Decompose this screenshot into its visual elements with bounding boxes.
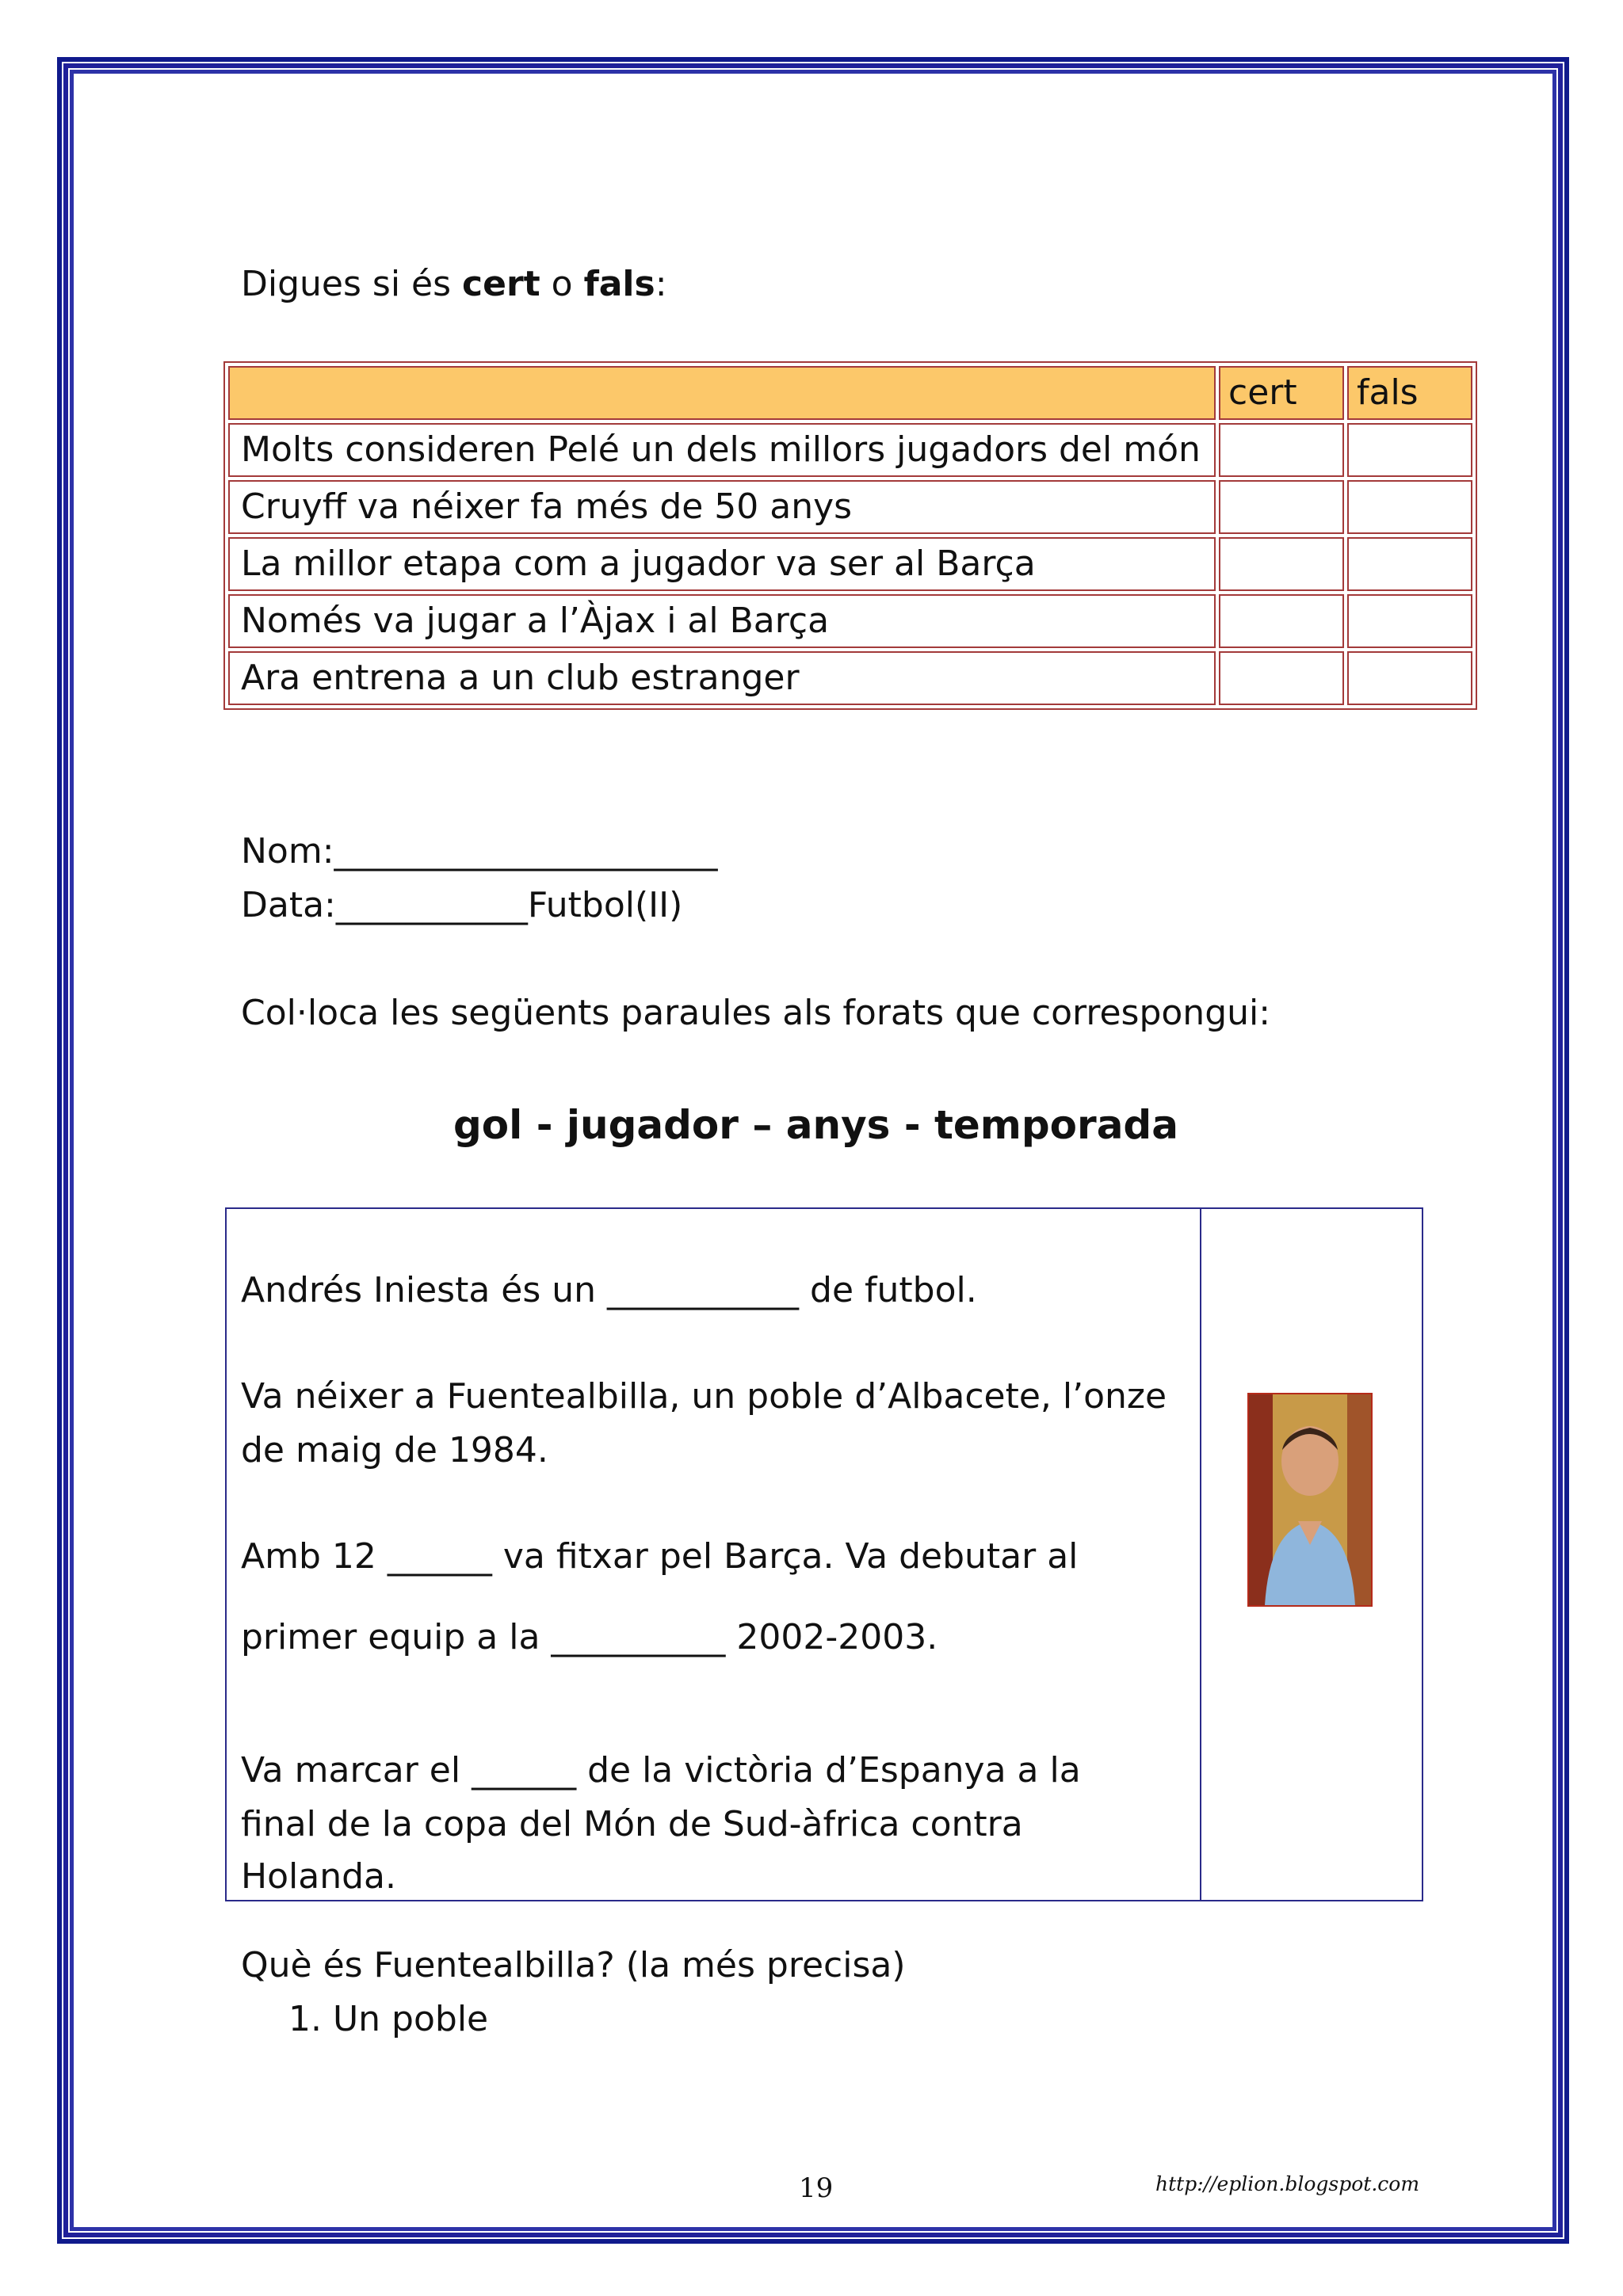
statement-cell: Molts consideren Pelé un dels millors jugadors del món <box>228 423 1216 477</box>
table-row <box>228 480 1472 534</box>
option-1[interactable]: 1. Un poble <box>288 1999 489 2039</box>
page-number: 19 <box>799 2172 834 2204</box>
cert-checkbox[interactable] <box>1219 423 1344 477</box>
fill-line: Holanda. <box>241 1856 396 1897</box>
tf-instruction-suffix: : <box>655 264 667 304</box>
fill-line: de maig de 1984. <box>241 1430 548 1470</box>
question-text: Què és Fuentealbilla? (la més precisa) <box>241 1945 906 1985</box>
tf-instruction-mid: o <box>540 264 584 304</box>
header-blank-cell <box>228 366 1216 420</box>
fill-line: Amb 12 ______ va fitxar pel Barça. Va debutar al <box>241 1536 1079 1577</box>
fals-checkbox[interactable] <box>1347 651 1472 705</box>
true-false-table <box>223 361 1477 710</box>
header-fals: fals <box>1347 366 1472 420</box>
header-cert: cert <box>1219 366 1344 420</box>
statement-cell: La millor etapa com a jugador va ser al Barça <box>228 537 1216 591</box>
player-photo <box>1247 1393 1373 1607</box>
table-header-row <box>228 366 1472 420</box>
fals-checkbox[interactable] <box>1347 537 1472 591</box>
fill-instruction: Col·loca les següents paraules als forats que correspongui: <box>241 993 1271 1033</box>
date-field[interactable]: Data:___________Futbol(II) <box>241 885 683 925</box>
fill-line: final de la copa del Món de Sud-àfrica contra <box>241 1804 1023 1844</box>
cert-checkbox[interactable] <box>1219 537 1344 591</box>
statement-cell: Ara entrena a un club estranger <box>228 651 1216 705</box>
tf-instruction-fals: fals <box>583 264 655 304</box>
table-row <box>228 594 1472 648</box>
tf-instruction <box>241 265 667 305</box>
word-bank: gol - jugador – anys - temporada <box>453 1102 1178 1148</box>
table-row <box>228 423 1472 477</box>
fals-checkbox[interactable] <box>1347 594 1472 648</box>
statement-cell: Només va jugar a l’Àjax i al Barça <box>228 594 1216 648</box>
fill-line: Va néixer a Fuentealbilla, un poble d’Albacete, l’onze <box>241 1376 1167 1417</box>
tf-instruction-prefix: Digues si és <box>241 264 463 304</box>
cert-checkbox[interactable] <box>1219 651 1344 705</box>
cert-checkbox[interactable] <box>1219 594 1344 648</box>
fill-line: Andrés Iniesta és un ___________ de futbol. <box>241 1270 977 1310</box>
table-row <box>228 651 1472 705</box>
fill-line: primer equip a la __________ 2002-2003. <box>241 1617 938 1657</box>
cert-checkbox[interactable] <box>1219 480 1344 534</box>
box-divider <box>1200 1209 1201 1900</box>
statement-cell: Cruyff va néixer fa més de 50 anys <box>228 480 1216 534</box>
fals-checkbox[interactable] <box>1347 480 1472 534</box>
tf-instruction-cert: cert <box>462 264 540 304</box>
table-row <box>228 537 1472 591</box>
player-portrait-image <box>1249 1394 1371 1605</box>
footer-url[interactable]: http://eplion.blogspot.com <box>1155 2172 1420 2195</box>
name-field[interactable]: Nom:______________________ <box>241 831 718 871</box>
fals-checkbox[interactable] <box>1347 423 1472 477</box>
fill-line: Va marcar el ______ de la victòria d’Espanya a la <box>241 1750 1081 1791</box>
